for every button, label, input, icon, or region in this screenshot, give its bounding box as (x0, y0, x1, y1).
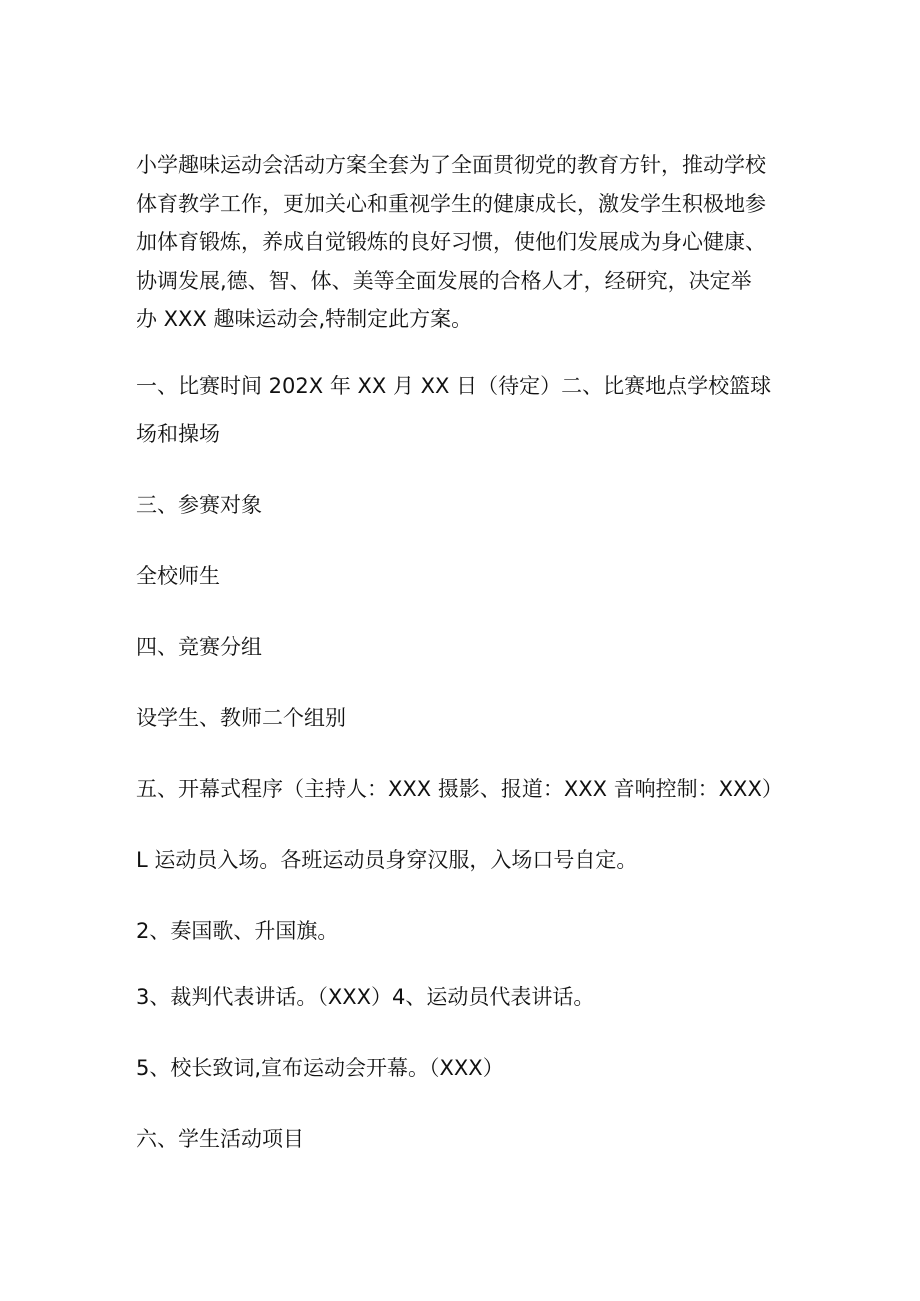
intro-line: 加体育锻炼，养成自觉锻炼的良好习惯，使他们发展成为身心健康、 (136, 230, 766, 254)
section-heading-student-events: 六、学生活动项目 (136, 1127, 304, 1151)
section-heading-groups: 四、竞赛分组 (136, 635, 262, 659)
groups-text: 设学生、教师二个组别 (136, 706, 346, 730)
ceremony-step-3-4: 3、裁判代表讲话。（XXX）4、运动员代表讲话。 (136, 985, 595, 1009)
intro-line: 协调发展,德、智、体、美等全面发展的合格人才，经研究，决定举 (136, 268, 752, 293)
section-heading-opening-ceremony: 五、开幕式程序（主持人：XXX 摄影、报道：XXX 音响控制：XXX） (136, 777, 783, 801)
intro-line: 体育教学工作，更加关心和重视学生的健康成长，激发学生积极地参 (136, 191, 766, 216)
participants-text: 全校师生 (136, 564, 220, 588)
ceremony-step-1: L 运动员入场。各班运动员身穿汉服，入场口号自定。 (136, 848, 638, 872)
section-competition-time-and-venue: 一、比赛时间 202X 年 XX 月 XX 日（待定）二、比赛地点学校篮球 (136, 374, 772, 398)
ceremony-step-2: 2、奏国歌、升国旗。 (136, 919, 339, 943)
section-venue-continuation: 场和操场 (136, 422, 220, 446)
intro-line: 小学趣味运动会活动方案全套为了全面贯彻党的教育方针，推动学校 (136, 153, 766, 177)
intro-paragraph (136, 146, 796, 339)
section-heading-participants: 三、参赛对象 (136, 493, 262, 517)
ceremony-step-5: 5、校长致词,宣布运动会开幕。（XXX） (136, 1056, 504, 1080)
intro-line: 办 XXX 趣味运动会,特制定此方案。 (136, 307, 473, 331)
